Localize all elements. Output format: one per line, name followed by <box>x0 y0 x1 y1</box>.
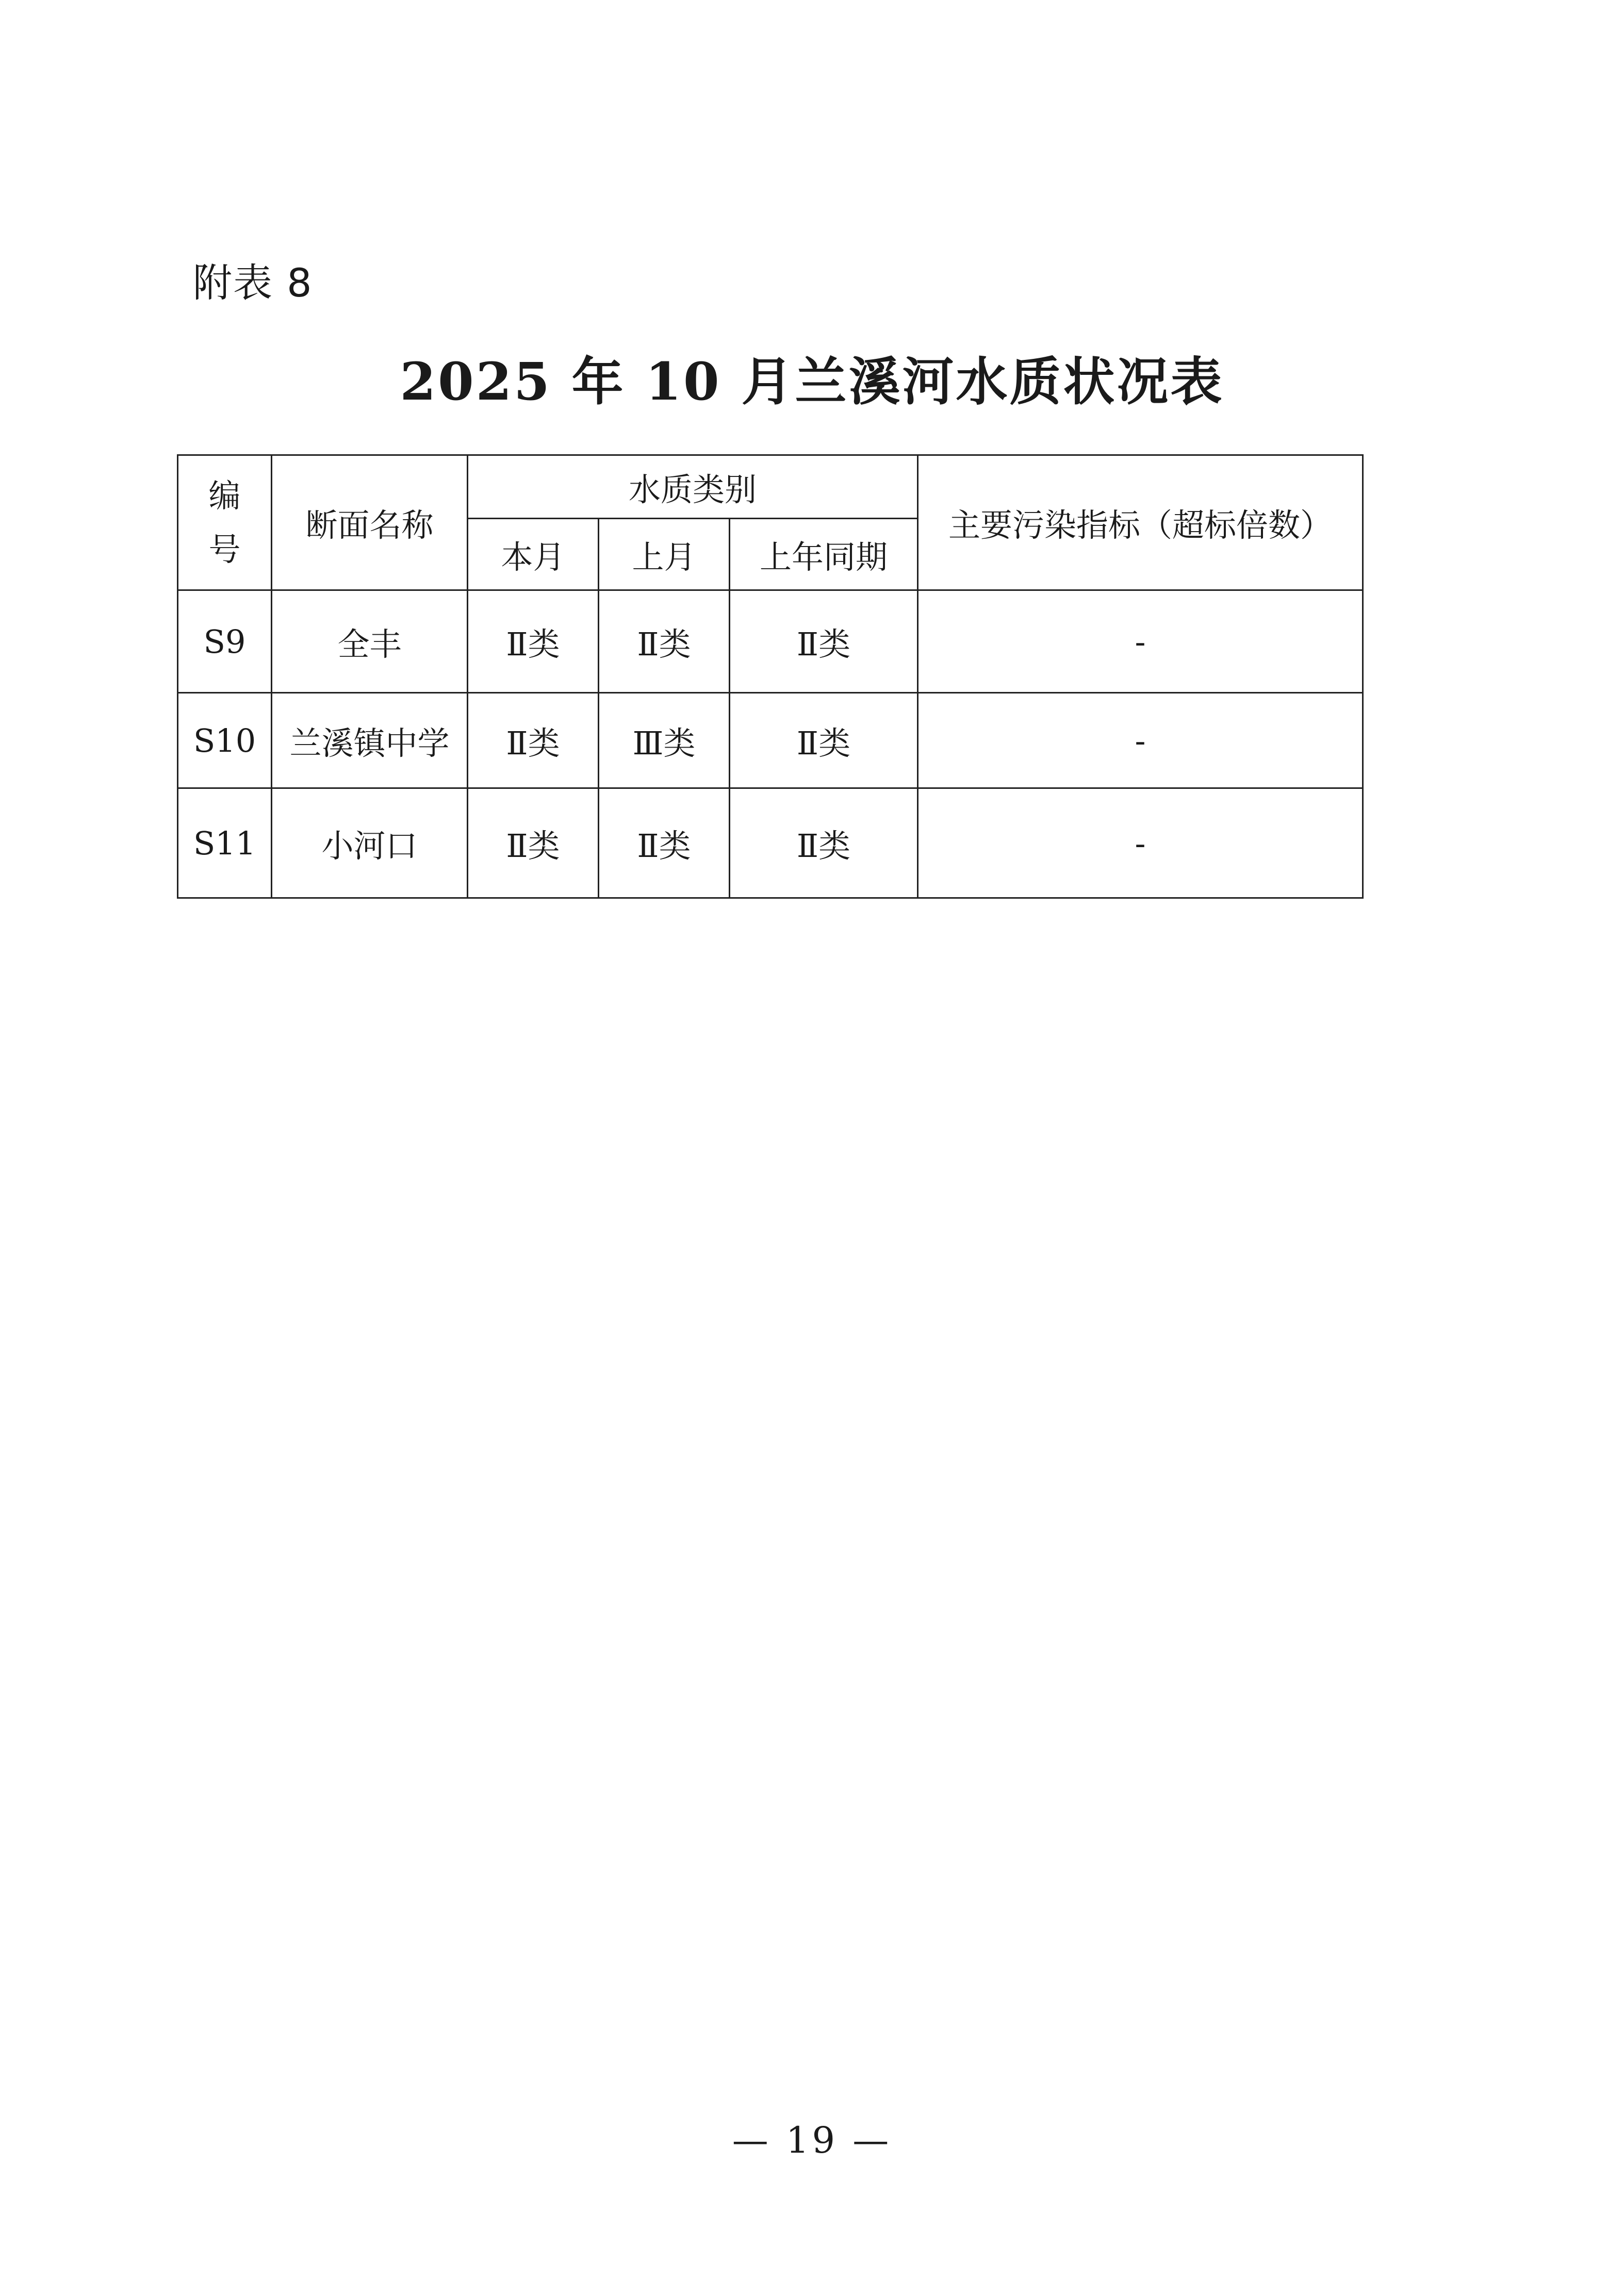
header-water-quality-class: 水质类别 <box>468 455 918 519</box>
header-this-month: 本月 <box>468 519 599 590</box>
header-same-period-last-year: 上年同期 <box>730 519 918 590</box>
cell-last-month: Ⅲ类 <box>599 693 730 788</box>
cell-pollutants: - <box>918 590 1363 693</box>
cell-section-name: 小河口 <box>272 788 468 898</box>
cell-last-year: Ⅱ类 <box>730 788 918 898</box>
document-title: 2025 年 10 月兰溪河水质状况表 <box>400 351 1224 412</box>
cell-id: S9 <box>178 590 272 693</box>
cell-pollutants: - <box>918 788 1363 898</box>
cell-pollutants: - <box>918 693 1363 788</box>
table-row <box>178 788 1363 898</box>
header-id-line2: 号 <box>208 530 241 568</box>
cell-section-name: 全丰 <box>272 590 468 693</box>
table-header-row <box>178 455 1363 519</box>
cell-last-year: Ⅱ类 <box>730 590 918 693</box>
header-section-name: 断面名称 <box>272 455 468 590</box>
cell-last-month: Ⅱ类 <box>599 788 730 898</box>
cell-last-year: Ⅱ类 <box>730 693 918 788</box>
header-id <box>178 455 272 590</box>
appendix-label: 附表 8 <box>193 260 313 306</box>
header-main-pollutants: 主要污染指标（超标倍数） <box>918 455 1363 590</box>
page-number: — 19 — <box>732 2119 892 2161</box>
cell-this-month: Ⅱ类 <box>468 788 599 898</box>
cell-last-month: Ⅱ类 <box>599 590 730 693</box>
header-id-line1: 编 <box>208 476 241 515</box>
cell-id: S11 <box>178 788 272 898</box>
cell-this-month: Ⅱ类 <box>468 693 599 788</box>
cell-this-month: Ⅱ类 <box>468 590 599 693</box>
water-quality-table <box>177 454 1364 899</box>
cell-section-name: 兰溪镇中学 <box>272 693 468 788</box>
header-last-month: 上月 <box>599 519 730 590</box>
table-row <box>178 693 1363 788</box>
table-row <box>178 590 1363 693</box>
cell-id: S10 <box>178 693 272 788</box>
